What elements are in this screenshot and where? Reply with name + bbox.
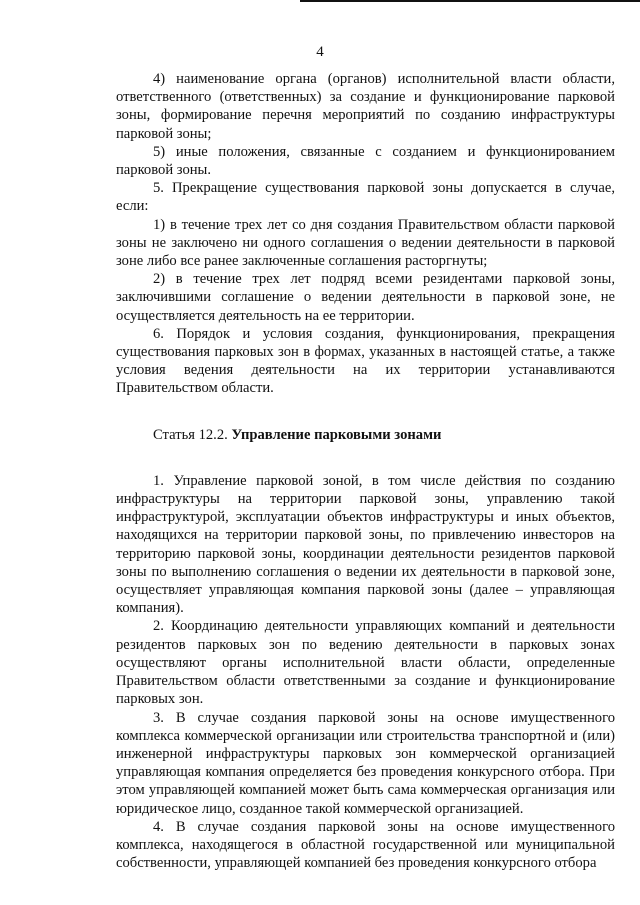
article-heading <box>116 426 615 444</box>
paragraph: 4) наименование органа (органов) исполнительной власти области, ответственного (ответственных) за создание и функционирование парковой зоны, формирование перечня мероприятий по созданию инфраструктуры парковой зоны; <box>116 71 615 142</box>
paragraph: 2. Координацию деятельности управляющих компаний и деятельности резидентов парковых зон по ведению деятельности в парковых зонах осуществляют органы исполнительной власти области, определенные Правительством области ответственными за создание и функционирование парковых зон. <box>116 618 615 708</box>
paragraph: 5) иные положения, связанные с созданием и функционированием парковой зоны. <box>116 143 615 179</box>
article-title: Управление парковыми зонами <box>231 426 442 443</box>
paragraph: 6. Порядок и условия создания, функционирования, прекращения существования парковых зон в формах, указанных в настоящей статье, а также условия ведения деятельности на их территории устанавливаются Правительством области. <box>116 325 615 397</box>
document-body <box>116 70 615 872</box>
paragraph: 4. В случае создания парковой зоны на основе имущественного комплекса, находящегося в областной государственной или муниципальной собственности, управляющей компанией без проведения конкурсного отбора <box>116 818 615 872</box>
paragraph: 2) в течение трех лет подряд всеми резидентами парковой зоны, заключившими соглашение о ведении деятельности в парковой зоне, не осуществляется деятельность на ее территории. <box>116 271 615 324</box>
top-border-line <box>300 0 640 2</box>
article-prefix: Статья 12.2. <box>153 426 228 443</box>
page-number: 4 <box>316 44 324 60</box>
paragraph: 1) в течение трех лет со дня создания Правительством области парковой зоны не заключено ни одного соглашения о ведении деятельности в парковой зоне либо все ранее заключенные соглашения расторгнуты; <box>116 216 615 270</box>
paragraph: 1. Управление парковой зоной, в том числе действия по созданию инфраструктуры на территории парковой зоны, управлению такой инфраструктурой, эксплуатации объектов инфраструктуры и иных объектов, находящихся на территории парковой зоны, по привлечению инвесторов на территорию парковой зоны, координации деятельности резидентов парковой зоны по выполнению соглашения о ведении их деятельности в парковой зоне, осуществляет управляющая компания парковой зоны (далее – управляющая компания). <box>116 472 615 617</box>
paragraph: 5. Прекращение существования парковой зоны допускается в случае, если: <box>116 180 615 215</box>
paragraph: 3. В случае создания парковой зоны на основе имущественного комплекса коммерческой организации или строительства транспортной и (или) инженерной инфраструктуры парковых зон коммерческой организацией управляющая компания определяется без проведения конкурсного отбора. При этом управляющей компанией может быть сама коммерческая организация или юридическое лицо, созданное такой коммерческой организацией. <box>116 709 615 817</box>
